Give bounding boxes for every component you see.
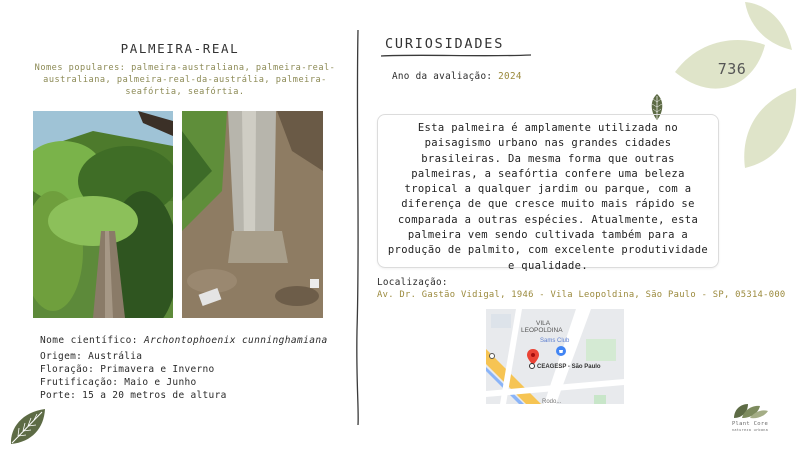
scientific-name: Archontophoenix cunninghamiana bbox=[144, 335, 328, 346]
map-poi-store: Sams Club bbox=[540, 338, 570, 344]
scientific-label: Nome científico: bbox=[40, 335, 145, 346]
logo-text bbox=[722, 421, 778, 433]
evaluation-year bbox=[392, 71, 522, 82]
flowering: Floração: Primavera e Inverno bbox=[40, 364, 215, 375]
map-district-2: LEOPOLDINA bbox=[521, 327, 563, 334]
scientific-name-line bbox=[40, 335, 328, 346]
plant-core-logo bbox=[728, 400, 772, 420]
origin: Origem: Austrália bbox=[40, 351, 143, 362]
vertical-divider bbox=[352, 30, 364, 425]
map-poi-pin: CEAGESP - São Paulo bbox=[537, 364, 601, 370]
plant-number: 736 bbox=[717, 60, 747, 78]
location-address[interactable]: Av. Dr. Gastão Vidigal, 1946 - Vila Leopoldina, São Paulo - SP, 05314-000 bbox=[377, 290, 786, 300]
curiosities-title: CURIOSIDADES bbox=[385, 36, 505, 52]
title-underline bbox=[381, 53, 531, 59]
year-label: Ano da avaliação: bbox=[392, 71, 499, 82]
plant-title: PALMEIRA-REAL bbox=[120, 41, 240, 56]
curiosity-text: Esta palmeira é amplamente utilizada no paisagismo urbano nas grandes cidades brasileiras. Da mesma forma que outras palmeiras, a seafórtia confere uma beleza tropical a qualquer jardim ou parque, com a diferença de que cresce muito mais rápido se comparada a outras espécies. Atualmente, esta palmeira vem sendo cultivada também para a produção de palmito, com excelente produtividade e qualidade. bbox=[387, 122, 709, 272]
palm-canopy-photo bbox=[33, 111, 173, 318]
map-road: Rodo... bbox=[542, 399, 562, 404]
year-value: 2024 bbox=[498, 71, 522, 82]
curiosity-text-box bbox=[377, 114, 719, 272]
map-district-1: VILA bbox=[536, 320, 551, 327]
plant-facts bbox=[40, 350, 227, 402]
leaf-icon bbox=[8, 406, 48, 446]
size: Porte: 15 a 20 metros de altura bbox=[40, 390, 227, 401]
location-label: Localização: bbox=[377, 277, 448, 288]
logo-tagline: natureza urbana bbox=[731, 428, 769, 432]
popular-names: Nomes populares: palmeira-australiana, palmeira-real-australiana, palmeira-real-da-austrália, palmeira-seafórtia, seafórtia. bbox=[34, 63, 336, 97]
shopping-pin-icon bbox=[556, 346, 566, 356]
palm-trunk-photo bbox=[182, 111, 323, 318]
fruiting: Frutificação: Maio e Junho bbox=[40, 377, 197, 388]
logo-name: Plant Core bbox=[731, 421, 769, 427]
location-map[interactable] bbox=[486, 309, 624, 404]
